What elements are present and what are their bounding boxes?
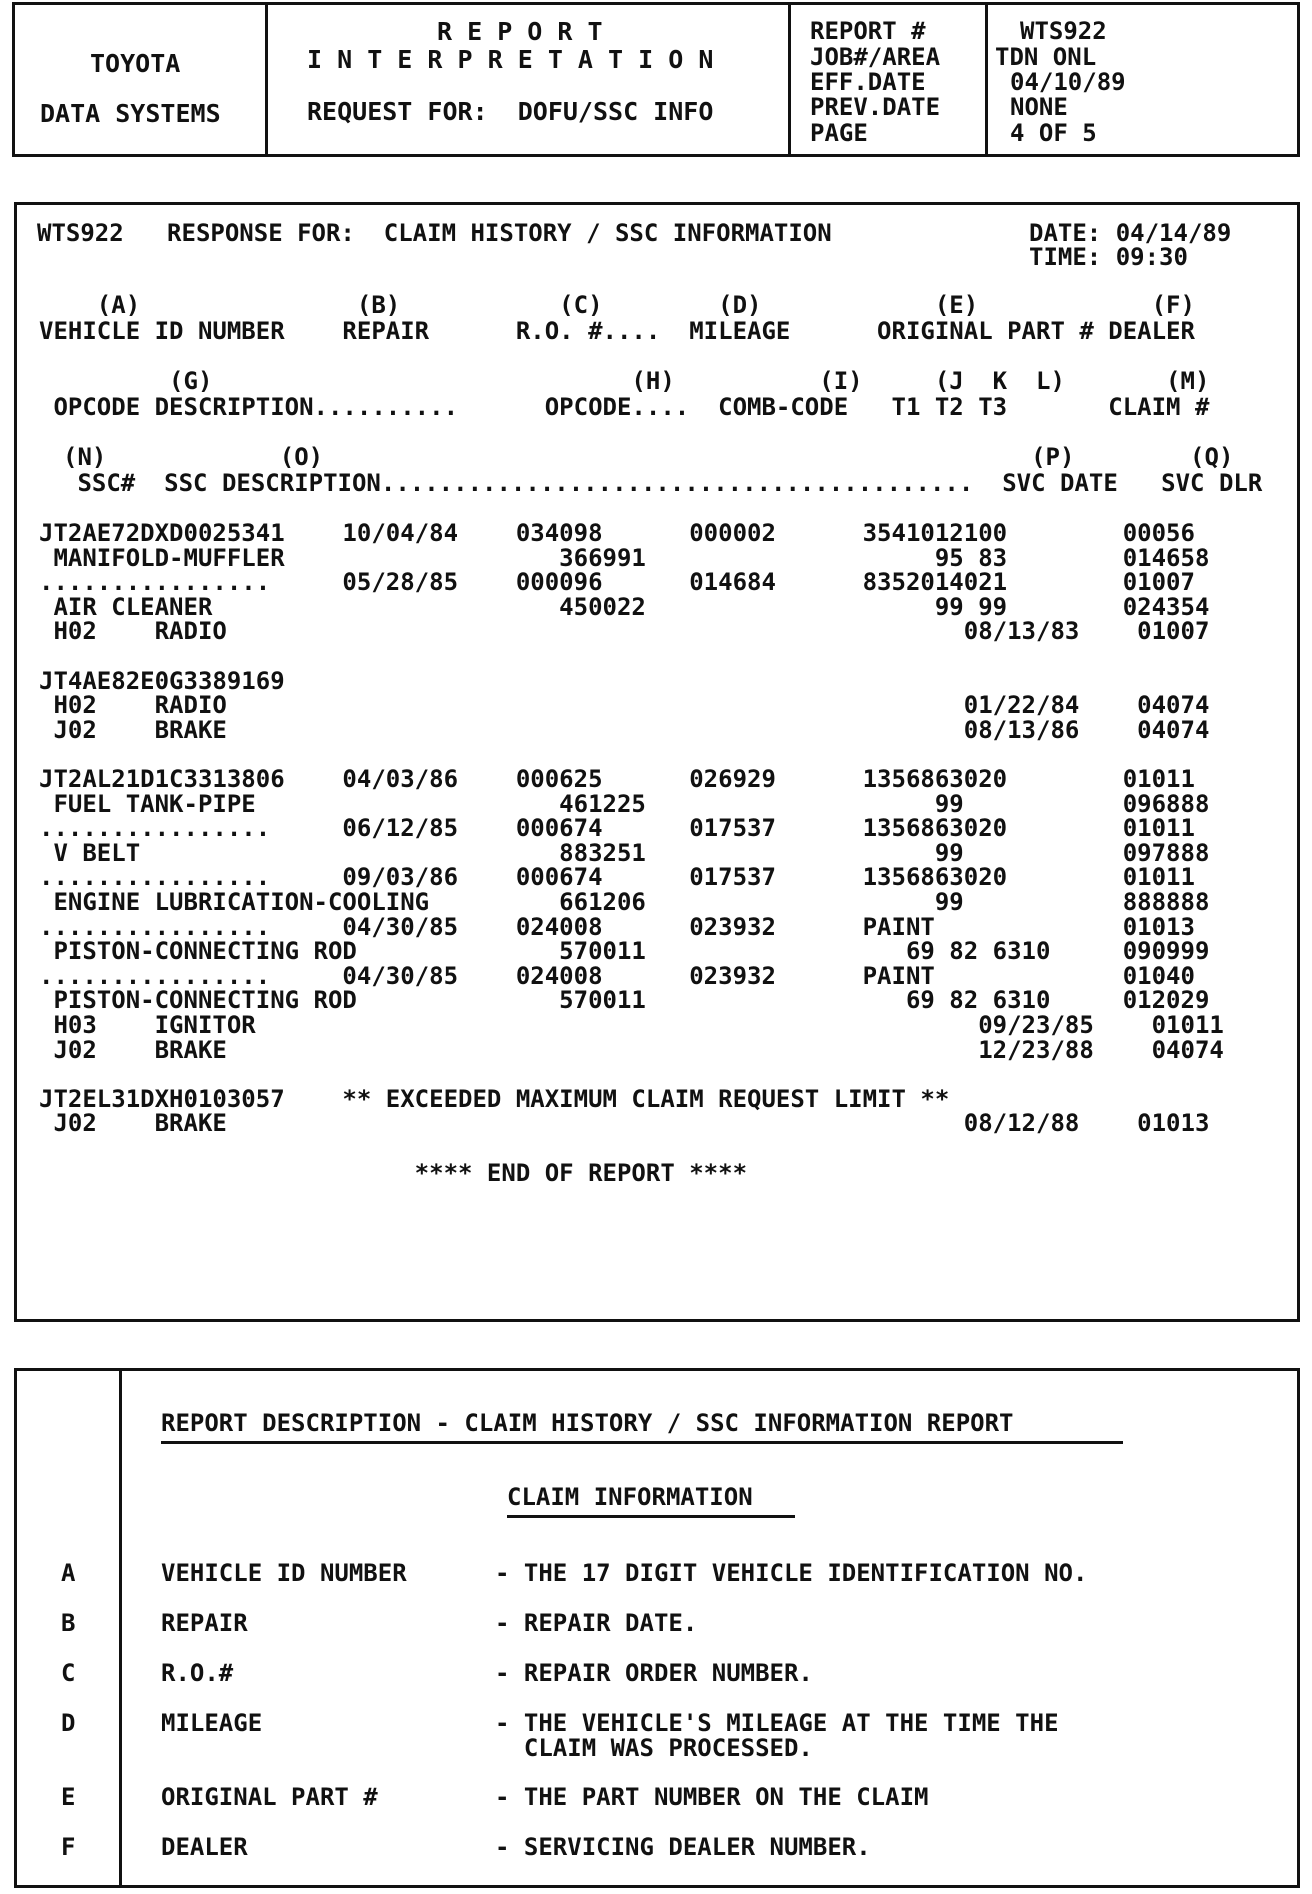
item-term: ORIGINAL PART #: [161, 1783, 378, 1811]
item-letter: C: [61, 1659, 76, 1687]
description-title: REPORT DESCRIPTION - CLAIM HISTORY / SSC INFORMATION REPORT: [161, 1409, 1014, 1437]
header-label-effdate: EFF.DATE: [810, 68, 926, 96]
item-definition: - REPAIR DATE.: [495, 1609, 698, 1637]
interpretation-heading: I N T E R P R E T A T I O N: [307, 45, 714, 74]
header-value-page: 4 OF 5: [1010, 119, 1097, 147]
item-definition: - THE PART NUMBER ON THE CLAIM: [495, 1783, 929, 1811]
item-letter: F: [61, 1833, 76, 1861]
report-line: FUEL TANK-PIPE 461225 99 096888: [39, 789, 1210, 818]
item-term: R.O.#: [161, 1659, 234, 1687]
report-line: AIR CLEANER 450022 99 99 024354: [39, 592, 1210, 621]
item-term: DEALER: [161, 1833, 248, 1861]
header-label-job: JOB#/AREA: [810, 43, 941, 71]
report-line: ................ 05/28/85 000096 014684 8352014021 01007: [39, 568, 1195, 597]
report-line: J02 BRAKE 12/23/88 04074: [39, 1035, 1224, 1064]
company-name-line2: DATA SYSTEMS: [40, 99, 221, 128]
report-line: H02 RADIO 08/13/83 01007: [39, 617, 1210, 646]
item-term: VEHICLE ID NUMBER: [161, 1559, 407, 1587]
report-line: PISTON-CONNECTING ROD 570011 69 82 6310 012029: [39, 986, 1210, 1015]
report-line: JT2AL21D1C3313806 04/03/86 000625 026929 1356863020 01011: [39, 765, 1195, 793]
header-box: [12, 2, 1300, 157]
response-time: TIME: 09:30: [1029, 243, 1188, 271]
header-label-page: PAGE: [810, 119, 868, 147]
report-line: H03 IGNITOR 09/23/85 01011: [39, 1011, 1224, 1039]
response-box: [14, 202, 1300, 1322]
item-definition: - THE 17 DIGIT VEHICLE IDENTIFICATION NO.: [495, 1559, 1088, 1587]
report-line: ................ 04/30/85 024008 023932 PAINT 01013: [39, 912, 1195, 941]
item-letter: D: [61, 1709, 76, 1737]
description-divider: [119, 1371, 122, 1888]
header-value-prevdate: NONE: [1010, 93, 1068, 121]
report-line: J02 BRAKE 08/13/86 04074: [39, 715, 1210, 744]
response-date: DATE: 04/14/89: [1029, 219, 1232, 247]
header-value-effdate: 04/10/89: [1010, 68, 1126, 96]
column-letters-row3: (N) (O) (P) (Q): [63, 443, 1234, 471]
report-line: H02 RADIO 01/22/84 04074: [39, 691, 1210, 720]
description-box: [14, 1368, 1300, 1888]
column-labels-row3: SSC# SSC DESCRIPTION......................................... SVC DATE SVC DLR: [63, 469, 1263, 497]
header-divider-3: [985, 5, 988, 157]
header-divider-2: [788, 5, 791, 157]
column-letters-row1: (A) (B) (C) (D) (E) (F): [39, 291, 1195, 319]
report-line: ENGINE LUBRICATION-COOLING 661206 99 888888: [39, 888, 1210, 916]
item-letter: A: [61, 1559, 76, 1587]
report-line: JT2EL31DXH0103057 ** EXCEEDED MAXIMUM CLAIM REQUEST LIMIT **: [39, 1084, 950, 1113]
report-line: MANIFOLD-MUFFLER 366991 95 83 014658: [39, 543, 1210, 572]
description-title-underline: [161, 1441, 1123, 1444]
item-definition: - REPAIR ORDER NUMBER.: [495, 1659, 813, 1687]
item-term: REPAIR: [161, 1609, 248, 1637]
company-name-line1: TOYOTA: [90, 49, 181, 78]
report-heading: R E P O R T: [437, 17, 603, 46]
header-value-report: WTS922: [1020, 17, 1107, 45]
header-label-prevdate: PREV.DATE: [810, 93, 941, 121]
item-letter: B: [61, 1609, 76, 1637]
response-title: WTS922 RESPONSE FOR: CLAIM HISTORY / SSC INFORMATION: [37, 219, 832, 247]
column-letters-row2: (G) (H) (I) (J K L) (M): [39, 367, 1210, 395]
header-divider-1: [265, 5, 268, 157]
report-line: JT2AE72DXD0025341 10/04/84 034098 000002 3541012100 00056: [39, 519, 1195, 547]
report-line: ................ 06/12/85 000674 017537 1356863020 01011: [39, 814, 1195, 843]
item-letter: E: [61, 1783, 76, 1811]
report-line: **** END OF REPORT ****: [39, 1158, 748, 1187]
section-heading-underline: [507, 1515, 795, 1518]
column-labels-row2: OPCODE DESCRIPTION.......... OPCODE.... COMB-CODE T1 T2 T3 CLAIM #: [39, 393, 1210, 421]
report-line: V BELT 883251 99 097888: [39, 838, 1210, 867]
report-line: J02 BRAKE 08/12/88 01013: [39, 1109, 1210, 1138]
report-line: PISTON-CONNECTING ROD 570011 69 82 6310 090999: [39, 937, 1210, 966]
section-heading: CLAIM INFORMATION: [507, 1483, 753, 1511]
header-value-job: TDN ONL: [995, 43, 1097, 71]
item-definition: - SERVICING DEALER NUMBER.: [495, 1833, 871, 1861]
item-definition: - THE VEHICLE'S MILEAGE AT THE TIME THE CLAIM WAS PROCESSED.: [495, 1709, 1059, 1763]
header-label-report: REPORT #: [810, 17, 926, 45]
report-line: JT4AE82E0G3389169: [39, 666, 285, 695]
item-term: MILEAGE: [161, 1709, 263, 1737]
column-labels-row1: VEHICLE ID NUMBER REPAIR R.O. #.... MILEAGE ORIGINAL PART # DEALER: [39, 317, 1195, 345]
report-line: ................ 04/30/85 024008 023932 PAINT 01040: [39, 961, 1195, 990]
request-for-line: REQUEST FOR: DOFU/SSC INFO: [307, 97, 714, 126]
report-line: ................ 09/03/86 000674 017537 1356863020 01011: [39, 863, 1195, 892]
